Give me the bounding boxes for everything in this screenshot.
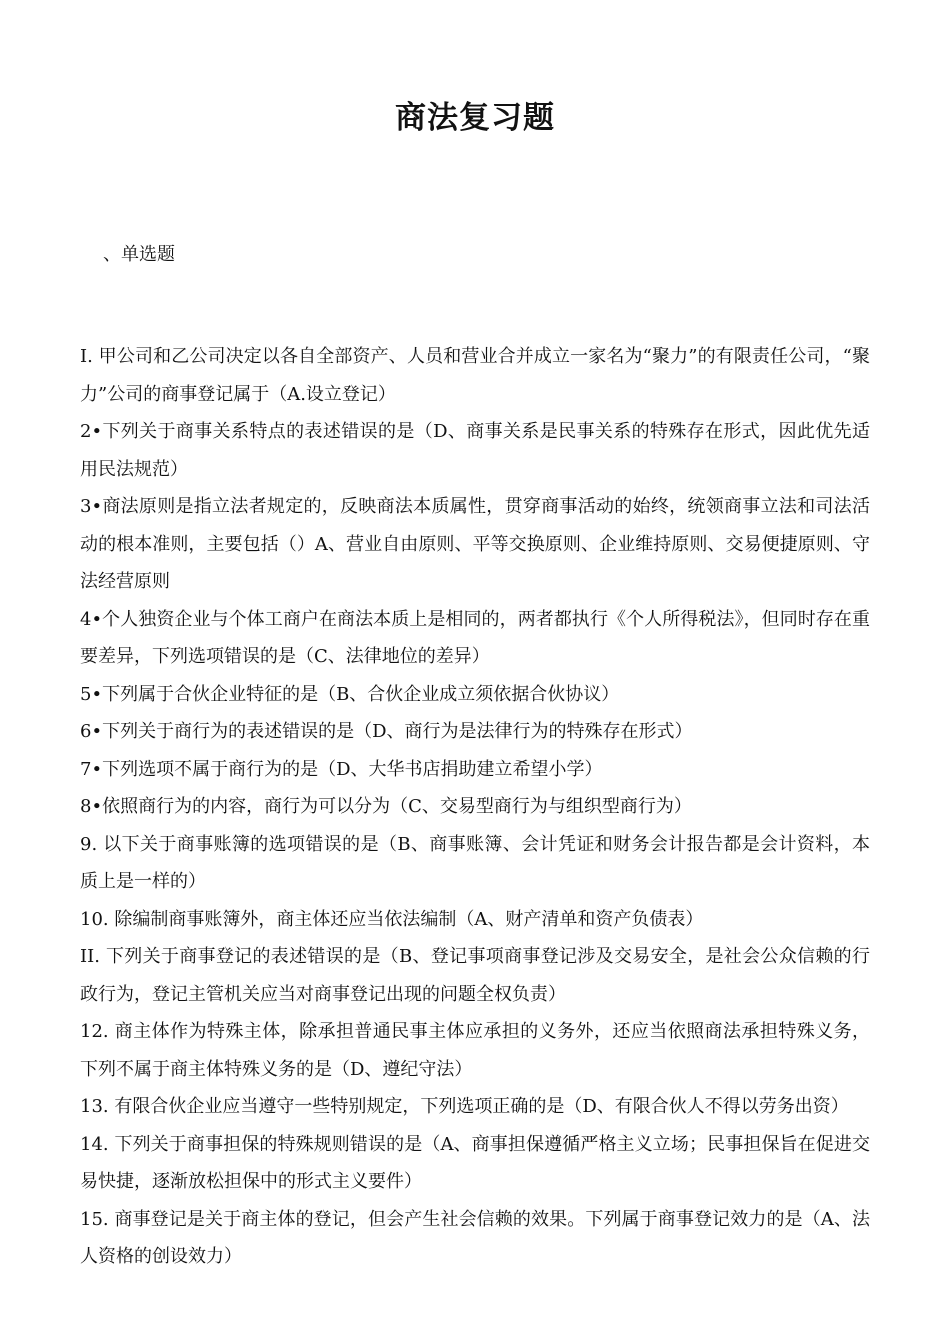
question-item: 13. 有限合伙企业应当遵守一些特别规定，下列选项正确的是（D、有限合伙人不得以劳务出资） xyxy=(80,1096,849,1117)
question-item: 12. 商主体作为特殊主体，除承担普通民事主体应承担的义务外，还应当依照商法承担特殊义务，下列不属于商主体特殊义务的是（D、遵纪守法） xyxy=(80,1021,870,1080)
question-item: II. 下列关于商事登记的表述错误的是（B、登记事项商事登记涉及交易安全，是社会公众信赖的行政行为，登记主管机关应当对商事登记出现的问题全权负责） xyxy=(80,946,870,1005)
question-item: I. 甲公司和乙公司决定以各自全部资产、人员和营业合并成立一家名为“聚力”的有限责任公司，“聚力”公司的商事登记属于（A.设立登记） xyxy=(80,346,870,405)
question-list xyxy=(80,338,870,1276)
question-item: 3•商法原则是指立法者规定的，反映商法本质属性，贯穿商事活动的始终，统领商事立法和司法活动的根本准则，主要包括（）A、营业自由原则、平等交换原则、企业维持原则、交易便捷原则、守法经营原则 xyxy=(80,496,870,592)
question-item: 8•依照商行为的内容，商行为可以分为（C、交易型商行为与组织型商行为） xyxy=(80,796,692,817)
question-item: 5•下列属于合伙企业特征的是（B、合伙企业成立须依据合伙协议） xyxy=(80,683,620,705)
question-item: 4•个人独资企业与个体工商户在商法本质上是相同的，两者都执行《个人所得税法》，但同时存在重要差异，下列选项错误的是（C、法律地位的差异） xyxy=(80,608,870,667)
question-item: 2•下列关于商事关系特点的表述错误的是（D、商事关系是民事关系的特殊存在形式，因此优先适用民法规范） xyxy=(80,421,870,480)
document-title: 商法复习题 xyxy=(395,100,555,136)
question-item: 14. 下列关于商事担保的特殊规则错误的是（A、商事担保遵循严格主义立场；民事担保旨在促进交易快捷，逐渐放松担保中的形式主义要件） xyxy=(80,1133,870,1192)
question-item: 15. 商事登记是关于商主体的登记，但会产生社会信赖的效果。下列属于商事登记效力的是（A、法人资格的创设效力） xyxy=(80,1208,870,1267)
question-item: 6•下列关于商行为的表述错误的是（D、商行为是法律行为的特殊存在形式） xyxy=(80,721,693,742)
section-heading: 、单选题 xyxy=(103,244,175,265)
question-item: 9. 以下关于商事账簿的选项错误的是（B、商事账簿、会计凭证和财务会计报告都是会计资料，本质上是一样的） xyxy=(80,833,870,892)
question-item: 7•下列选项不属于商行为的是（D、大华书店捐助建立希望小学） xyxy=(80,758,603,780)
question-item: 10. 除编制商事账簿外，商主体还应当依法编制（A、财产清单和资产负债表） xyxy=(80,908,704,930)
